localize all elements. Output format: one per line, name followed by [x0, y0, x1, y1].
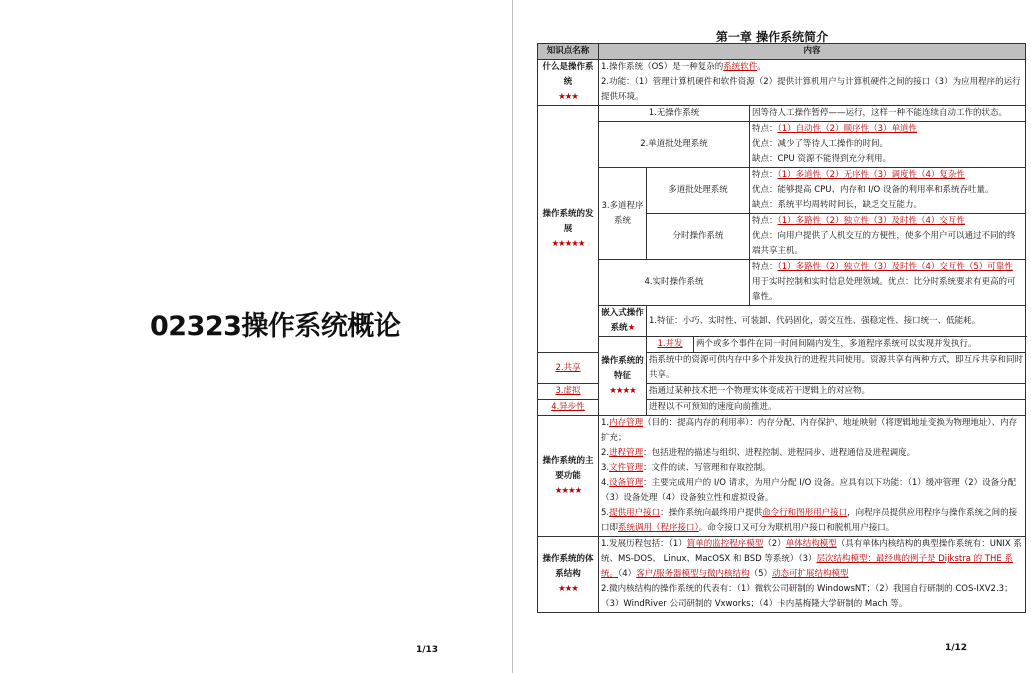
text: （2）: [763, 539, 786, 549]
text: 3.多道程序系统: [599, 168, 647, 260]
text: 2.单道批处理系统: [599, 122, 750, 168]
text: ：包括进程的描述与组织、进程控制、进程同步、进程通信及进程调度。: [643, 448, 916, 458]
text: 。: [757, 62, 766, 72]
table-row: [538, 60, 1026, 106]
text: 两个或多个事件在同一时间间隔内发生，多道程序系统可以实现并发执行。: [694, 337, 1026, 353]
keyword: 单体结构模型: [785, 539, 837, 549]
text: 用于实时控制和实时信息处理领域。优点：比分时系统要求有更高的可靠性。: [752, 277, 1016, 302]
text: 2.: [601, 448, 610, 458]
chapter-title: 第一章 操作系统简介: [715, 30, 829, 44]
text: 1.发展历程包括：（1）: [601, 539, 687, 549]
stars: ★★★★: [554, 485, 582, 496]
header-knowledge: 知识点名称: [538, 44, 599, 60]
text: ：主要完成用户的 I/O 请求，为用户分配 I/O 设备。应具有以下功能：（1）缓冲管理（2）设备分配（3）设备处理（4）设备独立性和虚拟设备。: [601, 478, 1017, 503]
text: 1.无操作系统: [599, 106, 750, 122]
table-row: [538, 106, 1026, 122]
text: 特点：: [752, 124, 778, 134]
row-label: 操作系统的主要功能: [542, 455, 594, 481]
keyword: 文件管理: [609, 463, 644, 473]
text: 特点：: [752, 170, 778, 180]
keyword: 简单的监控程序模型: [686, 539, 764, 549]
row-label: 嵌入式操作系统: [601, 308, 644, 333]
keyword: 动态可扩展结构模型: [771, 569, 849, 579]
table-header: [538, 44, 1026, 60]
feature-label: 4.异步性: [538, 400, 599, 416]
text: 4.: [601, 478, 610, 488]
feature-label: 3.虚拟: [538, 384, 599, 400]
knowledge-table: [537, 43, 1026, 613]
text: 优点：向用户提供了人机交互的方便性，使多个用户可以通过不同的终端共享主机。: [752, 231, 1016, 256]
stars: ★: [627, 323, 635, 333]
feature-label: 2.共享: [538, 353, 599, 384]
keyword: （1）多路性（2）独立性（3）及时性（4）交互性: [777, 216, 965, 226]
keyword: 系统软件: [723, 62, 758, 72]
text: 优点：能够提高 CPU、内存和 I/O 设备的利用率和系统吞吐量。: [752, 185, 994, 195]
text: 。命令接口又可分为联机用户接口和脱机用户接口。: [698, 523, 895, 533]
table-row: [538, 537, 1026, 613]
text: 缺点：系统平均周转时间长，缺乏交互能力。: [752, 200, 923, 210]
stars: ★★★: [558, 584, 578, 594]
keyword: （1）多道性（2）无序性（3）调度性（4）复杂性: [777, 170, 965, 180]
text: （5）: [749, 569, 772, 579]
table-row: [538, 337, 1026, 353]
text: 多道批处理系统: [647, 168, 750, 214]
text: 1.操作系统（OS）是一种复杂的: [601, 62, 724, 72]
row-label: 操作系统的发展: [542, 208, 594, 234]
keyword: 内存管理: [609, 418, 644, 428]
keyword: 进程管理: [609, 448, 644, 458]
keyword: 层次结构模型：最经典的例子是 Dijkstra 的 THE 系统。: [601, 554, 1013, 579]
text: 2.微内核结构的操作系统的代表有：（1）微软公司研制的 WindowsNT；（2）我国自行研制的 COS-IXV2.3；（3）WindRiver 公司研制的 Vxworks；（4）卡内基梅隆大学研制的 Mach 等。: [601, 584, 1013, 609]
keyword: （1）多路性（2）独立性（3）及时性（4）交互性（5）可靠性: [777, 262, 1013, 272]
table-row: [538, 122, 1026, 168]
keyword: 系统调用（程序接口）: [618, 523, 699, 533]
text: 特点：: [752, 216, 778, 226]
document-title: 02323操作系统概论: [150, 311, 401, 342]
text: 指通过某种技术把一个物理实体变成若干逻辑上的对应物。: [647, 384, 1026, 400]
text: 4.实时操作系统: [599, 260, 750, 306]
text: （目的：提高内存的利用率）：内存分配、内存保护、地址映射（将逻辑地址变换为物理地址）、内存扩充；: [601, 418, 1018, 443]
text: 缺点：CPU 资源不能得到充分利用。: [752, 154, 891, 164]
row-label: 操作系统的特征: [601, 355, 644, 381]
stars: ★★★★★: [551, 238, 585, 249]
text: 进程以不可预知的速度向前推进。: [647, 400, 1026, 416]
stars: ★★★: [558, 92, 578, 102]
keyword: （1）自动性（2）顺序性（3）单道性: [777, 124, 917, 134]
text: ：操作系统向最终用户提供: [660, 508, 763, 518]
stars: ★★★★: [609, 385, 636, 396]
text: ：文件的读、写管理和存取控制。: [643, 463, 771, 473]
left-page: [0, 0, 512, 673]
text: （具有单体内核结构的典型操作系统有：UNIX 系统、MS-DOS、 Linux、MacOSX 和 BSD 等系统）（3）: [601, 539, 1022, 564]
table-row: [538, 306, 1026, 337]
row-label: 操作系统的体系结构: [542, 554, 594, 579]
text: 3.: [601, 463, 610, 473]
feature-label: 1.并发: [647, 337, 694, 353]
text: （4）: [618, 569, 637, 579]
table-row: [538, 168, 1026, 214]
header-content: 内容: [599, 44, 1026, 60]
keyword: 客户/服务器模型与微内核结构: [636, 569, 750, 579]
text: 1.特征：小巧、实时性、可装卸、代码固化，弱交互性、强稳定性、接口统一、低能耗。: [647, 306, 1026, 337]
text: 5.: [601, 508, 610, 518]
text: 因等待人工操作暂停——运行，这样一种不能连续自动工作的状态。: [750, 106, 1026, 122]
text: 2.功能：（1）管理计算机硬件和软件资源（2）提供计算机用户与计算机硬件之间的接口（3）为应用程序的运行提供环境。: [601, 77, 1021, 102]
left-page-number: 1/13: [416, 645, 439, 655]
keyword: 设备管理: [609, 478, 644, 488]
keyword: 提供用户接口: [609, 508, 661, 518]
keyword: 命令行和图形用户接口: [762, 508, 848, 518]
text: 指系统中的资源可供内存中多个并发执行的进程共同使用。资源共享有两种方式，即互斥共享和同时共享。: [647, 353, 1026, 384]
text: 特点：: [752, 262, 778, 272]
right-page: [513, 0, 1031, 673]
table-row: [538, 416, 1026, 537]
text: ，向程序员提供应用程序与操作系统之间的接口即: [601, 508, 1018, 533]
text: 分时操作系统: [647, 214, 750, 260]
text: 优点：减少了等待人工操作的时间。: [752, 139, 889, 149]
text: 1.: [601, 418, 610, 428]
right-page-number: 1/12: [945, 643, 968, 653]
table-row: [538, 260, 1026, 306]
row-label: 什么是操作系统: [542, 62, 594, 87]
